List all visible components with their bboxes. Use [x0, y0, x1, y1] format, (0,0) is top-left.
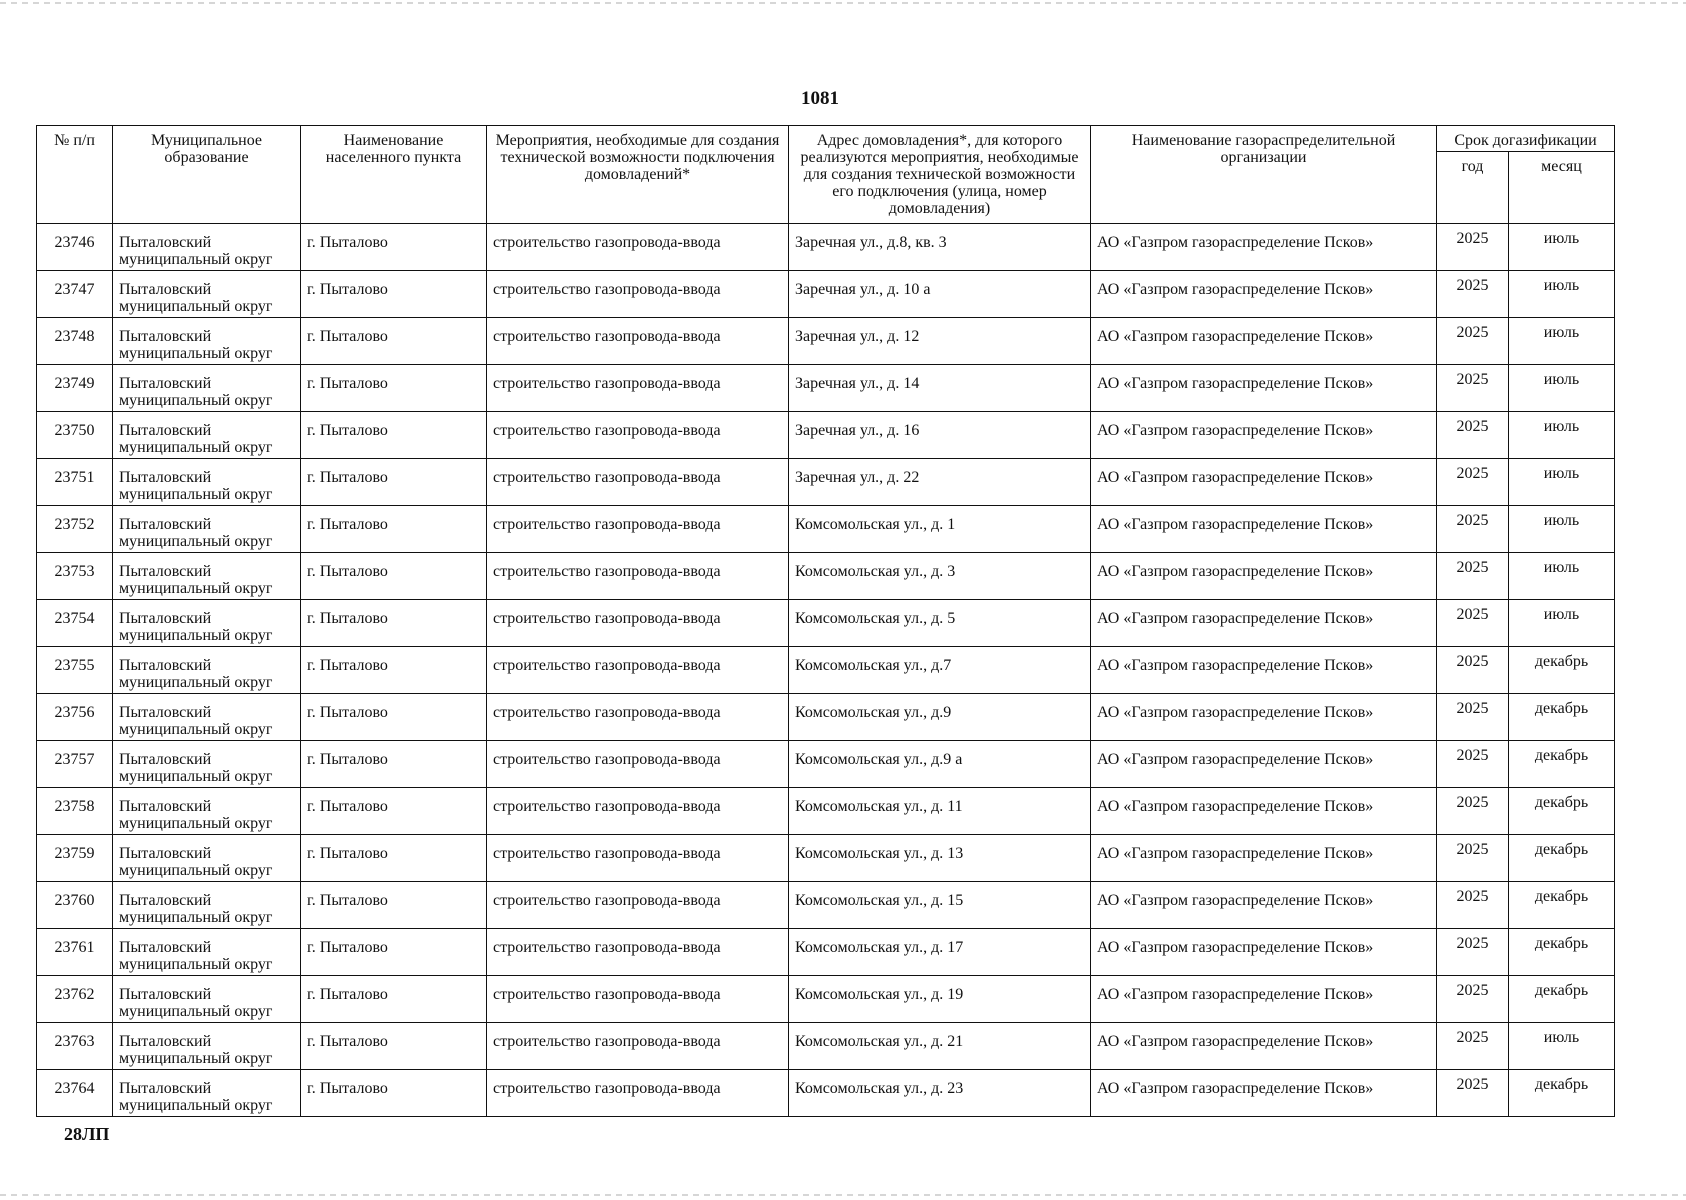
cell-year: 2025 — [1437, 459, 1509, 506]
cell-month: июль — [1509, 318, 1615, 365]
cell-organization: АО «Газпром газораспределение Псков» — [1091, 647, 1437, 694]
header-address: Адрес домовладения*, для которого реализуются мероприятия, необходимые для создания технической возможности его подключения (улица, номер домовладения) — [789, 126, 1091, 224]
cell-locality: г. Пыталово — [301, 694, 487, 741]
cell-month: декабрь — [1509, 694, 1615, 741]
cell-address: Заречная ул., д. 16 — [789, 412, 1091, 459]
cell-num: 23749 — [37, 365, 113, 412]
cell-municipality: Пыталовский муниципальный округ — [113, 788, 301, 835]
cell-address: Комсомольская ул., д. 13 — [789, 835, 1091, 882]
cell-organization: АО «Газпром газораспределение Псков» — [1091, 506, 1437, 553]
cell-address: Комсомольская ул., д. 3 — [789, 553, 1091, 600]
cell-locality: г. Пыталово — [301, 647, 487, 694]
cell-municipality: Пыталовский муниципальный округ — [113, 365, 301, 412]
cell-month: июль — [1509, 271, 1615, 318]
cell-month: июль — [1509, 553, 1615, 600]
cell-municipality: Пыталовский муниципальный округ — [113, 647, 301, 694]
cell-municipality: Пыталовский муниципальный округ — [113, 976, 301, 1023]
cell-month: июль — [1509, 459, 1615, 506]
cell-measure: строительство газопровода-ввода — [487, 929, 789, 976]
cell-measure: строительство газопровода-ввода — [487, 788, 789, 835]
table-row — [37, 647, 1615, 694]
cell-locality: г. Пыталово — [301, 506, 487, 553]
cell-num: 23748 — [37, 318, 113, 365]
table-row — [37, 1023, 1615, 1070]
cell-measure: строительство газопровода-ввода — [487, 741, 789, 788]
cell-month: декабрь — [1509, 882, 1615, 929]
cell-locality: г. Пыталово — [301, 365, 487, 412]
cell-municipality: Пыталовский муниципальный округ — [113, 835, 301, 882]
header-year: год — [1437, 152, 1509, 224]
cell-address: Заречная ул., д. 22 — [789, 459, 1091, 506]
cell-locality: г. Пыталово — [301, 1023, 487, 1070]
cell-measure: строительство газопровода-ввода — [487, 506, 789, 553]
cell-month: декабрь — [1509, 647, 1615, 694]
cell-locality: г. Пыталово — [301, 553, 487, 600]
cell-address: Заречная ул., д. 10 а — [789, 271, 1091, 318]
cell-locality: г. Пыталово — [301, 459, 487, 506]
cell-municipality: Пыталовский муниципальный округ — [113, 553, 301, 600]
cell-year: 2025 — [1437, 365, 1509, 412]
cell-locality: г. Пыталово — [301, 929, 487, 976]
cell-locality: г. Пыталово — [301, 271, 487, 318]
cell-year: 2025 — [1437, 271, 1509, 318]
cell-municipality: Пыталовский муниципальный округ — [113, 741, 301, 788]
cell-address: Заречная ул., д.8, кв. 3 — [789, 224, 1091, 271]
cell-organization: АО «Газпром газораспределение Псков» — [1091, 365, 1437, 412]
table-row — [37, 788, 1615, 835]
cell-address: Заречная ул., д. 14 — [789, 365, 1091, 412]
cell-year: 2025 — [1437, 224, 1509, 271]
cell-year: 2025 — [1437, 600, 1509, 647]
cell-address: Комсомольская ул., д. 17 — [789, 929, 1091, 976]
cell-measure: строительство газопровода-ввода — [487, 835, 789, 882]
cell-month: декабрь — [1509, 976, 1615, 1023]
footer-code: 28ЛП — [64, 1124, 110, 1144]
table-row — [37, 365, 1615, 412]
header-num: № п/п — [37, 126, 113, 224]
gasification-table — [36, 125, 1615, 1117]
cell-num: 23756 — [37, 694, 113, 741]
cell-measure: строительство газопровода-ввода — [487, 647, 789, 694]
cell-locality: г. Пыталово — [301, 600, 487, 647]
cell-municipality: Пыталовский муниципальный округ — [113, 694, 301, 741]
cell-year: 2025 — [1437, 318, 1509, 365]
cell-address: Комсомольская ул., д. 21 — [789, 1023, 1091, 1070]
cell-num: 23746 — [37, 224, 113, 271]
cell-year: 2025 — [1437, 1070, 1509, 1117]
cell-organization: АО «Газпром газораспределение Псков» — [1091, 694, 1437, 741]
cell-address: Комсомольская ул., д. 23 — [789, 1070, 1091, 1117]
cell-organization: АО «Газпром газораспределение Псков» — [1091, 224, 1437, 271]
cell-organization: АО «Газпром газораспределение Псков» — [1091, 976, 1437, 1023]
cell-organization: АО «Газпром газораспределение Псков» — [1091, 318, 1437, 365]
cell-num: 23750 — [37, 412, 113, 459]
cell-year: 2025 — [1437, 835, 1509, 882]
cell-locality: г. Пыталово — [301, 788, 487, 835]
header-month: месяц — [1509, 152, 1615, 224]
cell-num: 23758 — [37, 788, 113, 835]
cell-organization: АО «Газпром газораспределение Псков» — [1091, 741, 1437, 788]
cell-locality: г. Пыталово — [301, 741, 487, 788]
cell-month: июль — [1509, 506, 1615, 553]
cell-measure: строительство газопровода-ввода — [487, 1070, 789, 1117]
cell-num: 23759 — [37, 835, 113, 882]
cell-organization: АО «Газпром газораспределение Псков» — [1091, 835, 1437, 882]
cell-num: 23747 — [37, 271, 113, 318]
cell-month: июль — [1509, 600, 1615, 647]
cell-address: Комсомольская ул., д.9 — [789, 694, 1091, 741]
cell-municipality: Пыталовский муниципальный округ — [113, 929, 301, 976]
table-row — [37, 318, 1615, 365]
cell-num: 23760 — [37, 882, 113, 929]
cell-month: июль — [1509, 1023, 1615, 1070]
cell-year: 2025 — [1437, 788, 1509, 835]
cell-year: 2025 — [1437, 1023, 1509, 1070]
cell-year: 2025 — [1437, 976, 1509, 1023]
table-header — [37, 126, 1615, 224]
table-row — [37, 835, 1615, 882]
cell-municipality: Пыталовский муниципальный округ — [113, 506, 301, 553]
cell-address: Комсомольская ул., д.9 а — [789, 741, 1091, 788]
table-row — [37, 459, 1615, 506]
page-number: 1081 — [801, 88, 839, 109]
cell-municipality: Пыталовский муниципальный округ — [113, 600, 301, 647]
table-row — [37, 224, 1615, 271]
table-row — [37, 741, 1615, 788]
cell-year: 2025 — [1437, 741, 1509, 788]
cell-num: 23752 — [37, 506, 113, 553]
cell-municipality: Пыталовский муниципальный округ — [113, 459, 301, 506]
table-row — [37, 412, 1615, 459]
table-row — [37, 929, 1615, 976]
cell-month: июль — [1509, 224, 1615, 271]
cell-locality: г. Пыталово — [301, 976, 487, 1023]
cell-year: 2025 — [1437, 506, 1509, 553]
cell-locality: г. Пыталово — [301, 835, 487, 882]
cell-address: Комсомольская ул., д.7 — [789, 647, 1091, 694]
cell-measure: строительство газопровода-ввода — [487, 882, 789, 929]
cell-address: Комсомольская ул., д. 5 — [789, 600, 1091, 647]
cell-organization: АО «Газпром газораспределение Псков» — [1091, 882, 1437, 929]
cell-month: декабрь — [1509, 835, 1615, 882]
cell-year: 2025 — [1437, 694, 1509, 741]
cell-address: Комсомольская ул., д. 15 — [789, 882, 1091, 929]
cell-organization: АО «Газпром газораспределение Псков» — [1091, 600, 1437, 647]
cell-month: июль — [1509, 365, 1615, 412]
cell-organization: АО «Газпром газораспределение Псков» — [1091, 271, 1437, 318]
cell-year: 2025 — [1437, 553, 1509, 600]
cell-organization: АО «Газпром газораспределение Псков» — [1091, 553, 1437, 600]
cell-municipality: Пыталовский муниципальный округ — [113, 882, 301, 929]
header-locality: Наименование населенного пункта — [301, 126, 487, 224]
table-row — [37, 976, 1615, 1023]
cell-measure: строительство газопровода-ввода — [487, 694, 789, 741]
cell-municipality: Пыталовский муниципальный округ — [113, 271, 301, 318]
cell-address: Комсомольская ул., д. 19 — [789, 976, 1091, 1023]
header-measures: Мероприятия, необходимые для создания технической возможности подключения домовладений* — [487, 126, 789, 224]
table-row — [37, 553, 1615, 600]
cell-municipality: Пыталовский муниципальный округ — [113, 412, 301, 459]
cell-locality: г. Пыталово — [301, 412, 487, 459]
cell-measure: строительство газопровода-ввода — [487, 1023, 789, 1070]
cell-measure: строительство газопровода-ввода — [487, 600, 789, 647]
cell-month: декабрь — [1509, 929, 1615, 976]
cell-organization: АО «Газпром газораспределение Псков» — [1091, 459, 1437, 506]
cell-organization: АО «Газпром газораспределение Псков» — [1091, 412, 1437, 459]
cell-organization: АО «Газпром газораспределение Псков» — [1091, 1070, 1437, 1117]
header-organization: Наименование газораспределительной организации — [1091, 126, 1437, 224]
cell-address: Комсомольская ул., д. 11 — [789, 788, 1091, 835]
cell-organization: АО «Газпром газораспределение Псков» — [1091, 788, 1437, 835]
cell-num: 23755 — [37, 647, 113, 694]
cell-num: 23763 — [37, 1023, 113, 1070]
cell-year: 2025 — [1437, 647, 1509, 694]
cell-measure: строительство газопровода-ввода — [487, 271, 789, 318]
header-municipality: Муниципальное образование — [113, 126, 301, 224]
table-body — [37, 224, 1615, 1117]
cell-measure: строительство газопровода-ввода — [487, 318, 789, 365]
cell-num: 23762 — [37, 976, 113, 1023]
cell-month: декабрь — [1509, 1070, 1615, 1117]
cell-month: декабрь — [1509, 788, 1615, 835]
cell-num: 23761 — [37, 929, 113, 976]
cell-num: 23754 — [37, 600, 113, 647]
cell-measure: строительство газопровода-ввода — [487, 459, 789, 506]
table-row — [37, 694, 1615, 741]
cell-municipality: Пыталовский муниципальный округ — [113, 224, 301, 271]
cell-address: Заречная ул., д. 12 — [789, 318, 1091, 365]
cell-year: 2025 — [1437, 882, 1509, 929]
cell-locality: г. Пыталово — [301, 318, 487, 365]
cell-num: 23757 — [37, 741, 113, 788]
table-row — [37, 271, 1615, 318]
cell-municipality: Пыталовский муниципальный округ — [113, 1070, 301, 1117]
cell-organization: АО «Газпром газораспределение Псков» — [1091, 1023, 1437, 1070]
cell-year: 2025 — [1437, 929, 1509, 976]
cell-locality: г. Пыталово — [301, 882, 487, 929]
cell-year: 2025 — [1437, 412, 1509, 459]
cell-measure: строительство газопровода-ввода — [487, 224, 789, 271]
cell-municipality: Пыталовский муниципальный округ — [113, 1023, 301, 1070]
cell-measure: строительство газопровода-ввода — [487, 412, 789, 459]
cell-measure: строительство газопровода-ввода — [487, 365, 789, 412]
cell-num: 23751 — [37, 459, 113, 506]
header-deadline: Срок догазификации — [1437, 126, 1615, 152]
cell-month: июль — [1509, 412, 1615, 459]
table-row — [37, 600, 1615, 647]
cell-address: Комсомольская ул., д. 1 — [789, 506, 1091, 553]
cell-locality: г. Пыталово — [301, 224, 487, 271]
scan-edge-top — [0, 2, 1686, 4]
table-row — [37, 506, 1615, 553]
cell-num: 23764 — [37, 1070, 113, 1117]
table-row — [37, 882, 1615, 929]
cell-municipality: Пыталовский муниципальный округ — [113, 318, 301, 365]
cell-measure: строительство газопровода-ввода — [487, 553, 789, 600]
scan-edge-bottom — [0, 1194, 1686, 1196]
cell-month: декабрь — [1509, 741, 1615, 788]
cell-locality: г. Пыталово — [301, 1070, 487, 1117]
cell-measure: строительство газопровода-ввода — [487, 976, 789, 1023]
cell-organization: АО «Газпром газораспределение Псков» — [1091, 929, 1437, 976]
table-row — [37, 1070, 1615, 1117]
cell-num: 23753 — [37, 553, 113, 600]
